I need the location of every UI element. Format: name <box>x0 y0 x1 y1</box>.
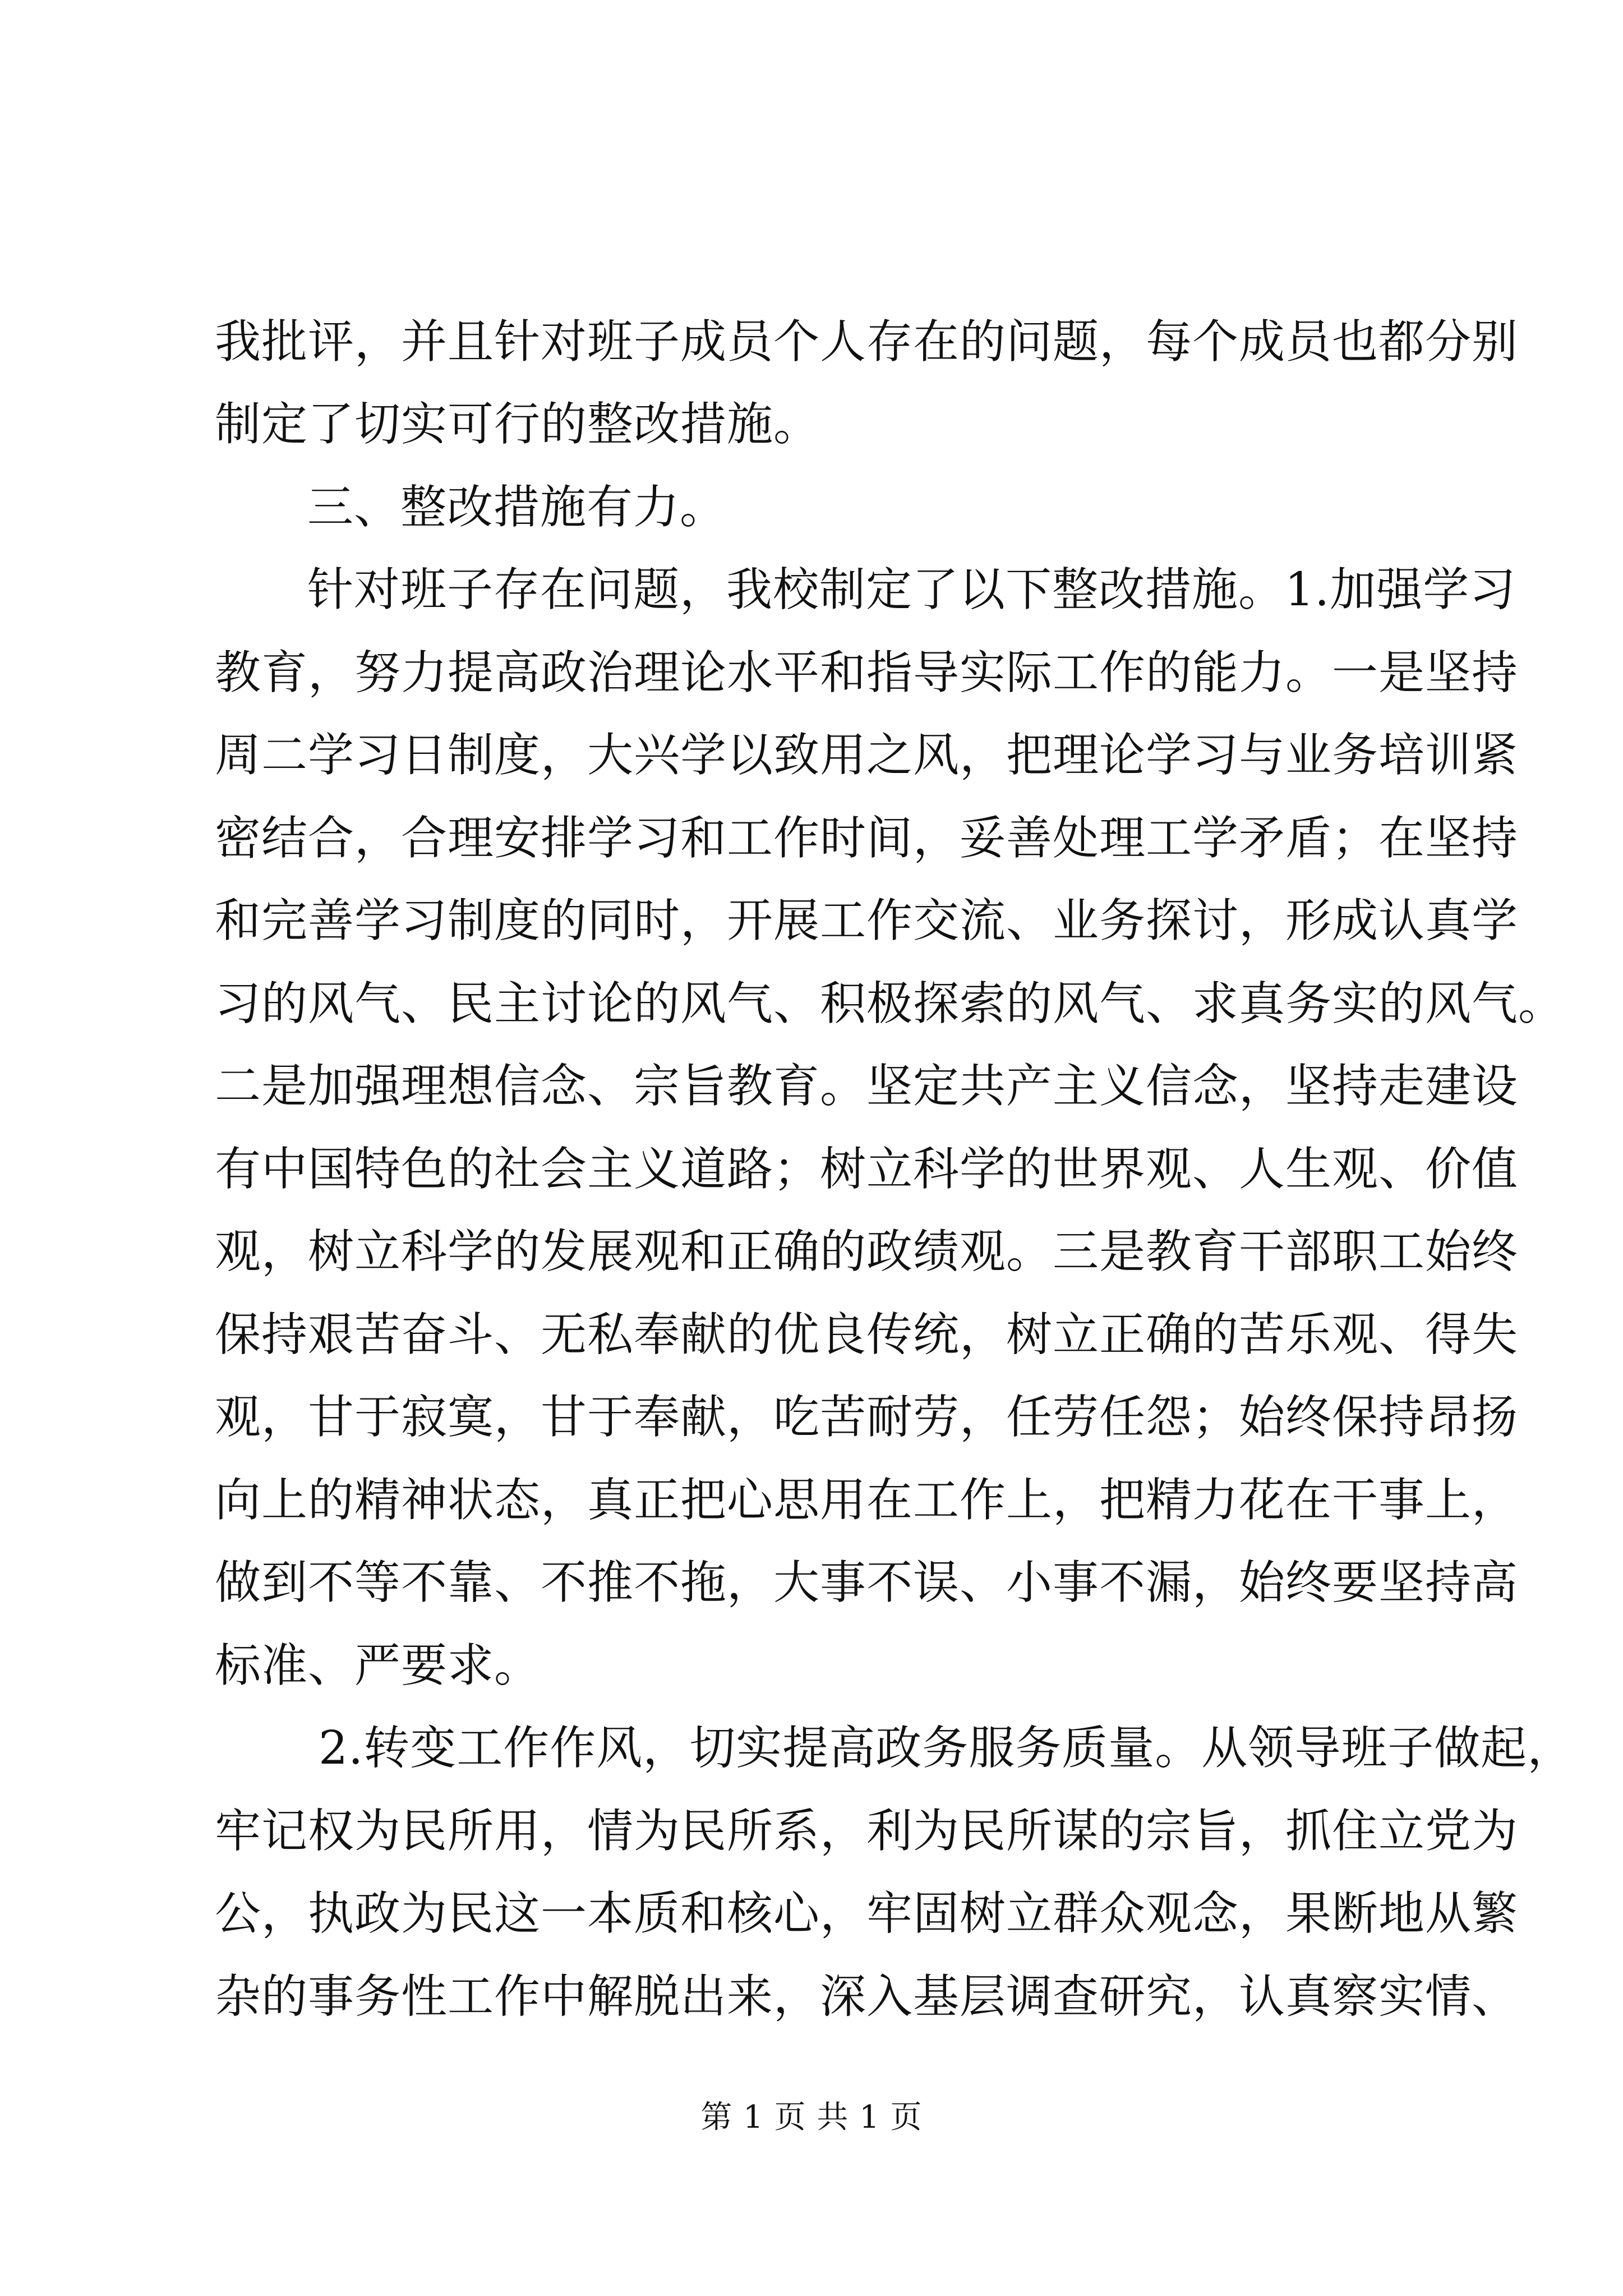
body-line: 标准、严要求。 <box>215 1639 541 1692</box>
body-line: 密结合，合理安排学习和工作时间，妥善处理工学矛盾；在坚持 <box>215 812 1519 865</box>
section-heading: 三、整改措施有力。 <box>307 481 727 534</box>
body-line: 针对班子存在问题，我校制定了以下整改措施。1.加强学习 <box>307 563 1516 616</box>
body-line: 向上的精神状态，真正把心思用在工作上，把精力花在干事上， <box>215 1474 1519 1527</box>
body-line: 观，甘于寂寞，甘于奉献，吃苦耐劳，任劳任怨；始终保持昂扬 <box>215 1391 1519 1444</box>
body-line: 公，执政为民这一本质和核心，牢固树立群众观念，果断地从繁 <box>215 1887 1519 1940</box>
page-footer: 第 1 页 共 1 页 <box>700 2099 923 2136</box>
body-line: 教育，努力提高政治理论水平和指导实际工作的能力。一是坚持 <box>215 646 1519 700</box>
body-line: 观，树立科学的发展观和正确的政绩观。三是教育干部职工始终 <box>215 1225 1519 1278</box>
body-line: 习的风气、民主讨论的风气、积极探索的风气、求真务实的风气。 <box>215 977 1565 1030</box>
body-line: 制定了切实可行的整改措施。 <box>215 398 820 451</box>
body-line: 二是加强理想信念、宗旨教育。坚定共产主义信念，坚持走建设 <box>215 1060 1519 1113</box>
body-line: 我批评，并且针对班子成员个人存在的问题，每个成员也都分别 <box>215 315 1519 369</box>
body-line: 有中国特色的社会主义道路；树立科学的世界观、人生观、价值 <box>215 1143 1519 1196</box>
body-line: 杂的事务性工作中解脱出来，深入基层调查研究，认真察实情、 <box>215 1970 1519 2023</box>
body-line: 和完善学习制度的同时，开展工作交流、业务探讨，形成认真学 <box>215 894 1519 947</box>
body-line: 保持艰苦奋斗、无私奉献的优良传统，树立正确的苦乐观、得失 <box>215 1308 1519 1361</box>
body-line: 做到不等不靠、不推不拖，大事不误、小事不漏，始终要坚持高 <box>215 1556 1519 1609</box>
body-line: 周二学习日制度，大兴学以致用之风，把理论学习与业务培训紧 <box>215 729 1519 782</box>
body-line: 牢记权为民所用，情为民所系，利为民所谋的宗旨，抓住立党为 <box>215 1805 1519 1858</box>
body-line: 2.转变工作作风，切实提高政务服务质量。从领导班子做起， <box>319 1722 1574 1775</box>
